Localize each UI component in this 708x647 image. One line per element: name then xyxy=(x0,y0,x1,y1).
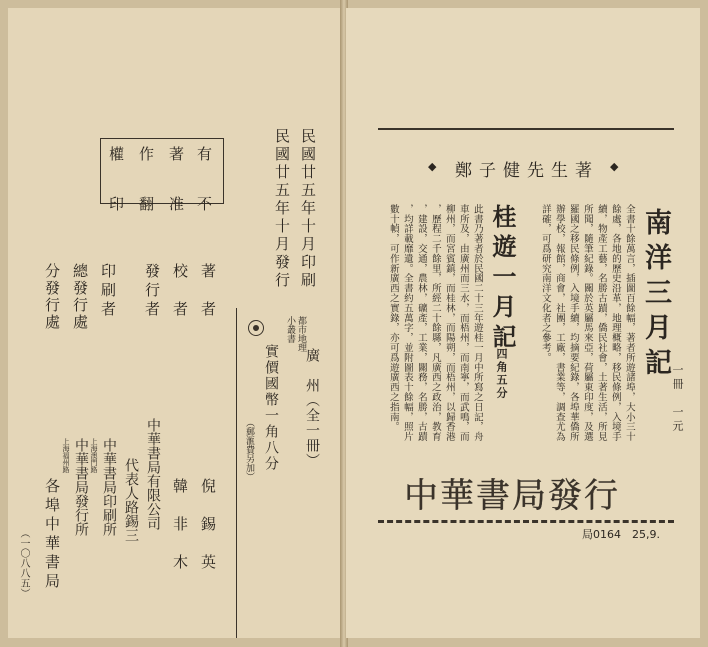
book1-volume-price: 一冊 一元 xyxy=(671,364,684,434)
credit-name-publisher: 中華書局有限公司 xyxy=(145,418,161,530)
credit-name-main-distributor: 中華書局發行所 xyxy=(73,438,89,536)
series-label-2: 小叢書 xyxy=(285,316,295,343)
book1-title: 南洋三月記 xyxy=(640,208,671,383)
diamond-right-icon: ◆ xyxy=(610,160,619,173)
book1-desc-line: 全書十餘萬言，插圖百餘幅，著者所遊諸埠，大小三十 xyxy=(623,204,635,442)
book1-desc-line: 餘處，各地的歷史沿革，地理概略，移民條例，入境手 xyxy=(609,204,621,442)
book2-desc-line: ，歷程二千餘里，所經二十餘縣，凡廣西之政治，教育 xyxy=(429,204,441,442)
publish-date: 民國廿五年十月發行 xyxy=(273,128,291,290)
distributor-location: 上海福州路 xyxy=(62,438,70,473)
credit-name-printer: 中華書局印刷所 xyxy=(101,438,117,536)
diamond-left-icon: ◆ xyxy=(428,160,437,173)
book2-title: 桂遊一月記 xyxy=(488,204,517,354)
top-rule xyxy=(378,128,674,130)
book1-desc-line: 詳確，可爲研究南洋文化者之參考。 xyxy=(539,204,551,363)
credit-role-author: 著 者 xyxy=(199,263,217,320)
credit-role-publisher: 發行者 xyxy=(143,263,161,320)
copyright-col-1: 有 不 xyxy=(195,146,213,221)
author-line: 鄭子健先生著 xyxy=(455,161,599,181)
book1-desc-line: 所聞，隨筆紀錄。關於英屬馬來亞，荷屬東印度，及選 xyxy=(581,204,593,442)
credit-name-author: 倪 錫 英 xyxy=(199,478,217,573)
print-date: 民國廿五年十月印刷 xyxy=(299,128,317,290)
credit-name-branch-distributor: 各埠中華書局 xyxy=(43,478,61,592)
postage-note: （郵滙費另加） xyxy=(244,418,254,481)
book2-desc-line: 車所及，由廣州而三水，而梧州，而南寧，而武鳴，而 xyxy=(457,204,469,442)
credit-name-editor: 韓 非 木 xyxy=(171,478,189,573)
price: 實價國幣一角八分 xyxy=(263,344,279,472)
colophon-page xyxy=(8,8,342,638)
book2-desc-line: 柳州，而宮賓鎮，而桂林，而陽朔，而梧州，以歸香港 xyxy=(443,204,455,442)
book2-desc-line: ，均詳載靡遺。全書約五萬字，並附圖表十餘幅，照片 xyxy=(401,204,413,442)
book2-price: 四角五分 xyxy=(495,348,508,400)
advertisement-page xyxy=(346,8,700,638)
credit-role-main-distributor: 總發行處 xyxy=(71,263,89,331)
book1-desc-line: 辦學校，報館，商會，社團，工廠，書業等，調查尤為 xyxy=(553,204,565,442)
copyright-col-2: 著 准 xyxy=(167,146,185,221)
book1-desc-line: 續，物產工藝，名勝古蹟，僑民社會，土著生活，所見 xyxy=(595,204,607,442)
copyright-col-3: 作 翻 xyxy=(137,146,155,221)
book2-desc-line: ，建設，交通，農林，礦產，工業，關務，名勝，古蹟 xyxy=(415,204,427,442)
publisher-logo: 中華書局發行 xyxy=(404,476,620,516)
credit-role-editor: 校 者 xyxy=(171,263,189,320)
catalog-code: （一〇八八五） xyxy=(18,528,29,598)
credit-role-branch-distributor: 分發行處 xyxy=(43,263,61,331)
series-label-1: 都市地理 xyxy=(296,316,306,352)
footer-code: 局0164 25,9. xyxy=(582,528,660,541)
printer-location: 上海澳門路 xyxy=(90,438,98,473)
book-title: 廣 州（全一冊） xyxy=(304,348,320,468)
bottom-dashed-rule xyxy=(378,520,674,523)
divider-line xyxy=(236,308,237,638)
circle-mark-icon xyxy=(248,320,264,336)
credit-name-representative: 代表人路錫三 xyxy=(123,458,139,542)
book2-desc-line: 此書乃著者於民國二十三年遊桂一月中所寫之日記，舟 xyxy=(471,204,483,442)
copyright-col-4: 權 印 xyxy=(107,146,125,221)
book2-desc-line: 數十幀，可作新廣西之實錄，亦可爲遊廣西之指南。 xyxy=(387,204,399,432)
credit-role-printer: 印刷者 xyxy=(99,263,117,320)
book1-desc-line: 羅國之移民條例，入境手續，均摘要紀錄，各埠華僑所 xyxy=(567,204,579,442)
